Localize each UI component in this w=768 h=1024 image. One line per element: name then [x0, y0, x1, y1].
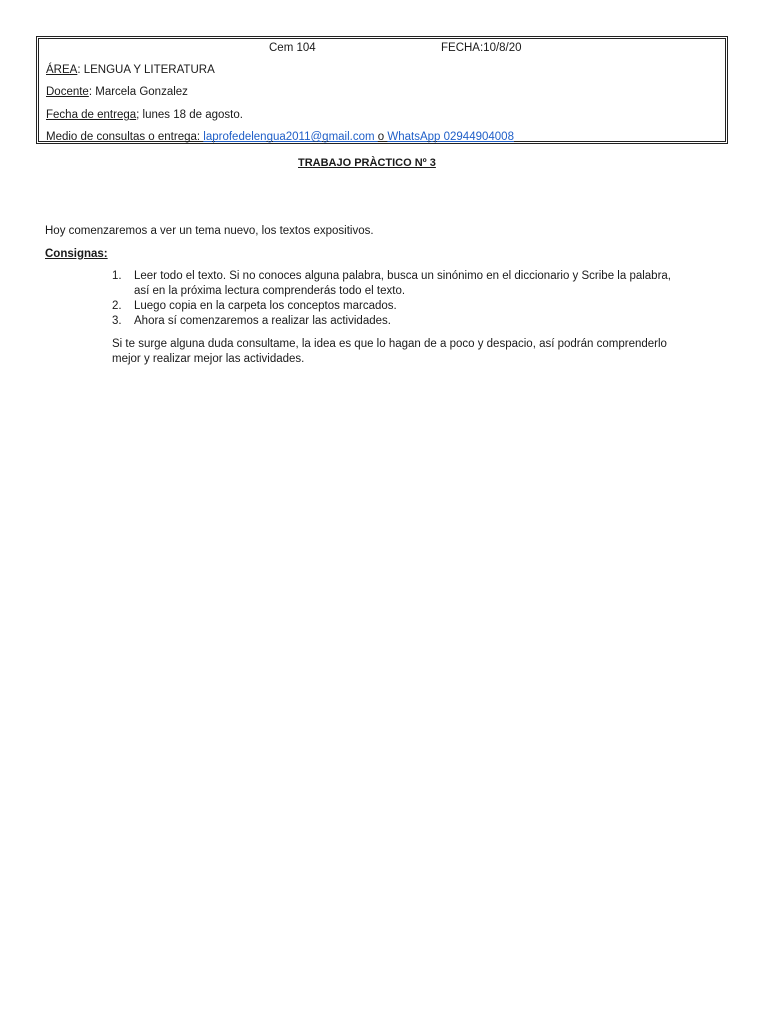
intro-text: Hoy comenzaremos a ver un tema nuevo, los textos expositivos. — [45, 225, 374, 237]
school-name: Cem 104 — [269, 42, 316, 54]
entrega-label: Fecha de entrega — [46, 109, 137, 121]
docente-label: Docente — [46, 86, 89, 98]
contact-label: Medio de consultas o entrega: — [46, 131, 204, 143]
closing-line-2: mejor y realizar mejor las actividades. — [112, 353, 305, 365]
header-box — [36, 36, 728, 144]
contact-connector: o — [377, 131, 388, 143]
closing-line-1: Si te surge alguna duda consultame, la idea es que lo hagan de a poco y despacio, así podrán comprenderlo — [112, 338, 667, 350]
email-link[interactable]: laprofedelengua2011@gmail.com — [203, 131, 378, 143]
consignas-heading: Consignas: — [45, 248, 108, 260]
list-text: Luego copia en la carpeta los conceptos marcados. — [134, 300, 397, 312]
list-item — [112, 315, 391, 327]
entrega-line — [46, 109, 243, 121]
list-text: Ahora sí comenzaremos a realizar las actividades. — [134, 315, 391, 327]
docente-line — [46, 86, 188, 98]
whatsapp-link[interactable]: WhatsApp 02944904008 — [387, 131, 514, 143]
document-title: TRABAJO PRÀCTICO Nº 3 — [298, 157, 436, 169]
area-value: : LENGUA Y LITERATURA — [77, 64, 215, 76]
list-number: 3. — [112, 315, 122, 327]
list-item-continuation: así en la próxima lectura comprenderás todo el texto. — [134, 285, 406, 297]
entrega-value: ; lunes 18 de agosto. — [136, 109, 243, 121]
date-label: FECHA:10/8/20 — [441, 42, 522, 54]
docente-value: : Marcela Gonzalez — [88, 86, 188, 98]
list-item — [112, 300, 397, 312]
list-number: 1. — [112, 270, 122, 282]
list-number: 2. — [112, 300, 122, 312]
area-line — [46, 64, 215, 76]
contact-line — [46, 131, 514, 143]
list-text: Leer todo el texto. Si no conoces alguna palabra, busca un sinónimo en el diccionario y Scribe la palabra, — [134, 270, 672, 282]
area-label: ÁREA — [46, 64, 78, 76]
list-item — [112, 270, 671, 282]
